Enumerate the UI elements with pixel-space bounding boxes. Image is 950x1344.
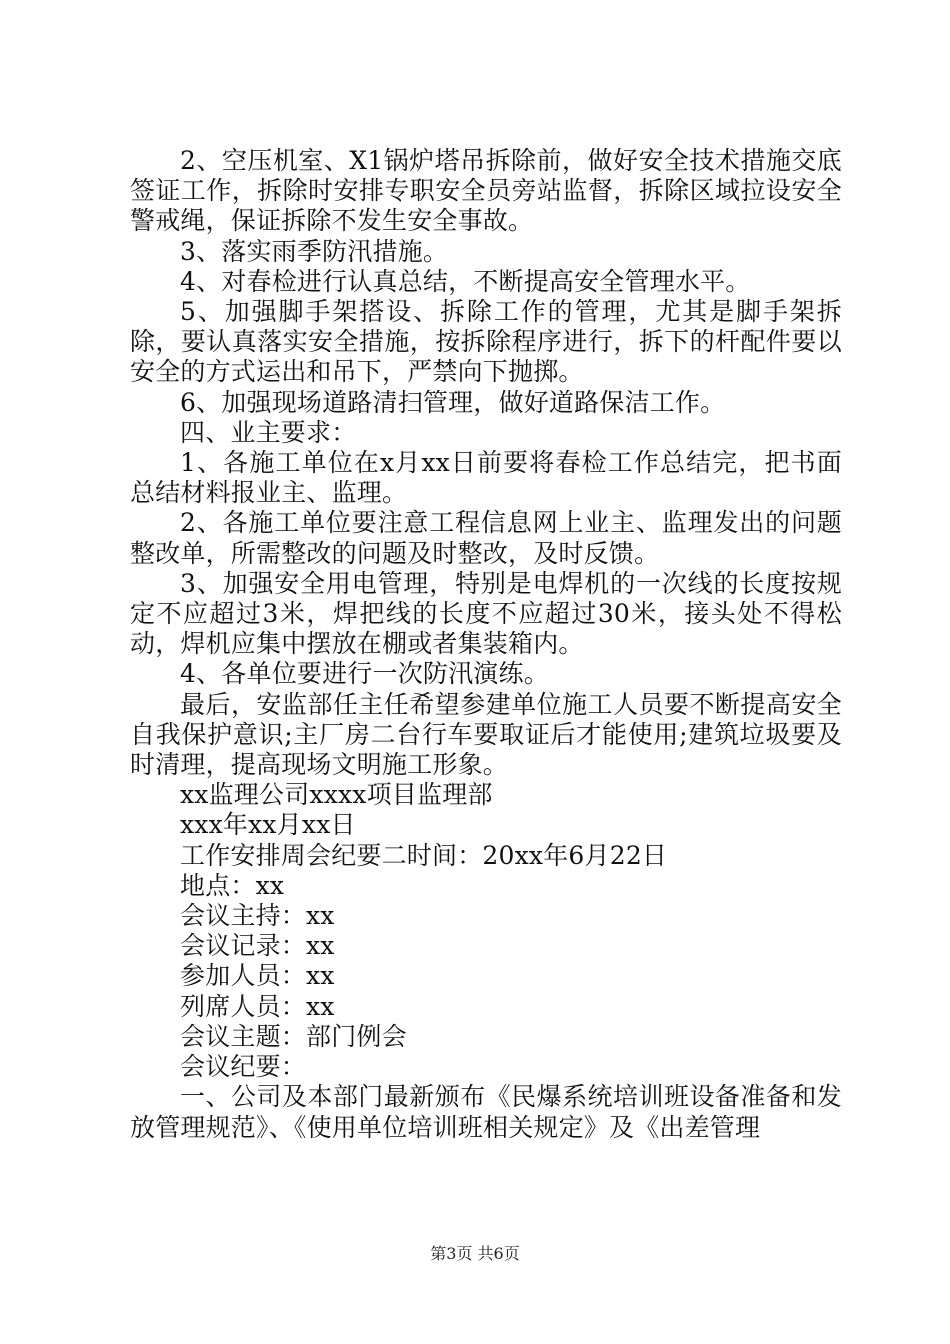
signature-org: xx监理公司xxxx项目监理部 <box>180 780 493 810</box>
meeting-attendees: 参加人员：xx <box>180 961 335 991</box>
meeting-location: 地点：xx <box>180 870 285 900</box>
meeting-recorder: 会议记录：xx <box>180 931 335 961</box>
paragraph: 最后，安监部任主任希望参建单位施工人员要不断提高安全自我保护意识;主厂房二台行车要取证后才能使用;建筑垃圾要及时清理，提高现场文明施工形象。 <box>130 689 842 780</box>
paragraph: 5、加强脚手架搭设、拆除工作的管理，尤其是脚手架拆除，要认真落实安全措施，按拆除程序进行，拆下的杆配件要以安全的方式运出和吊下，严禁向下抛掷。 <box>130 297 842 387</box>
paragraph: 3、落实雨季防汛措施。 <box>180 236 449 266</box>
paragraph: 4、对春检进行认真总结，不断提高安全管理水平。 <box>180 266 751 296</box>
meeting-topic: 会议主题：部门例会 <box>180 1021 407 1051</box>
paragraph: 一、公司及本部门最新颁布《民爆系统培训班设备准备和发放管理规范》、《使用单位培训班相关规定》及《出差管理 <box>130 1082 842 1142</box>
paragraph: 2、空压机室、X1锅炉塔吊拆除前，做好安全技术措施交底签证工作，拆除时安排专职安全员旁站监督，拆除区域拉设安全警戒绳，保证拆除不发生安全事故。 <box>130 146 842 236</box>
paragraph: 6、加强现场道路清扫管理，做好道路保洁工作。 <box>180 387 726 417</box>
meeting-minutes-heading: 会议纪要： <box>180 1052 307 1082</box>
document-body <box>130 146 842 1143</box>
paragraph: 3、加强安全用电管理，特别是电焊机的一次线的长度按规定不应超过3米，焊把线的长度不应超过30米，接头处不得松动，焊机应集中摆放在棚或者集装箱内。 <box>130 568 842 659</box>
paragraph: 4、各单位要进行一次防汛演练。 <box>180 659 549 689</box>
paragraph: 2、各施工单位要注意工程信息网上业主、监理发出的问题整改单，所需整改的问题及时整改，及时反馈。 <box>130 508 842 568</box>
meeting-title: 工作安排周会纪要二时间：20xx年6月22日 <box>180 840 668 870</box>
signature-date: xxx年xx月xx日 <box>180 810 356 840</box>
section-heading: 四、业主要求： <box>180 417 357 447</box>
paragraph: 1、各施工单位在x月xx日前要将春检工作总结完，把书面总结材料报业主、监理。 <box>130 448 842 508</box>
page-footer: 第3页 共6页 <box>430 1244 520 1263</box>
meeting-host: 会议主持：xx <box>180 901 335 931</box>
meeting-observers: 列席人员：xx <box>180 991 335 1021</box>
